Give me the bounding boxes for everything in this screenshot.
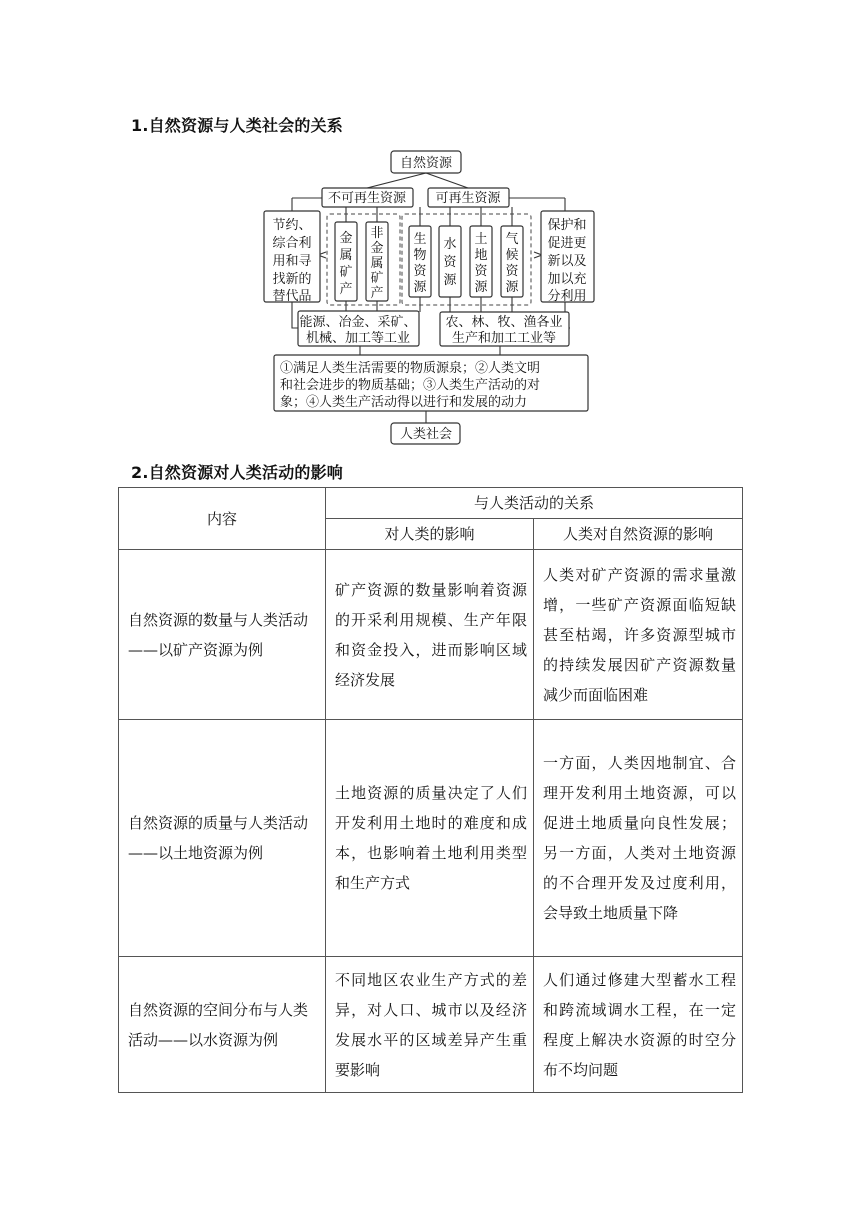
resource-relation-diagram xyxy=(0,0,860,460)
row-effect: 土地资源的质量决定了人们开发利用土地时的难度和成本，也影响着土地利用类型和生产方式 xyxy=(326,720,534,957)
res-2-char-1: 物 xyxy=(413,248,427,263)
left-measure-line-4: 替代品 xyxy=(272,289,312,304)
res-1-char-2: 属 xyxy=(370,256,384,271)
nonrenewable-label: 不可再生资源 xyxy=(327,191,407,206)
res-0-char-1: 属 xyxy=(339,248,353,263)
res-4-char-2: 资 xyxy=(474,264,488,279)
res-4-char-1: 地 xyxy=(474,248,488,263)
right-measure-line-1: 促进更 xyxy=(547,236,587,251)
res-2-char-0: 生 xyxy=(413,232,427,247)
right-measure-line-2: 新以及 xyxy=(547,254,587,269)
left-measure-line-3: 找新的 xyxy=(272,272,312,287)
diagram-top-label: 自然资源 xyxy=(399,156,453,171)
res-1-char-4: 产 xyxy=(370,286,384,301)
roles-line-0: ①满足人类生活需要的物质源泉；②人类文明 xyxy=(280,361,541,376)
res-5-char-1: 候 xyxy=(505,248,519,263)
section-title-1: 1.自然资源与人类社会的关系 xyxy=(131,116,344,135)
res-5-char-2: 资 xyxy=(505,264,519,279)
res-1-char-3: 矿 xyxy=(370,271,384,286)
row-effect: 矿产资源的数量影响着资源的开采利用规模、生产年限和资金投入，进而影响区域经济发展 xyxy=(326,550,534,720)
industry-left-line-1: 机械、加工等工业 xyxy=(305,331,411,346)
res-0-char-2: 矿 xyxy=(339,265,353,280)
diagram-bottom-label: 人类社会 xyxy=(399,427,453,442)
row-content: 自然资源的质量与人类活动——以土地资源为例 xyxy=(119,720,326,957)
header-relation: 与人类活动的关系 xyxy=(326,488,743,519)
res-3-char-2: 源 xyxy=(443,273,457,288)
res-4-char-3: 源 xyxy=(474,280,488,295)
right-measure-line-0: 保护和 xyxy=(547,218,587,233)
renewable-label: 可再生资源 xyxy=(435,191,501,206)
table-row xyxy=(119,957,743,1093)
roles-line-2: 象；④人类生产活动得以进行和发展的动力 xyxy=(280,395,528,410)
header-human-on-resource: 人类对自然资源的影响 xyxy=(534,519,743,550)
industry-right-line-0: 农、林、牧、渔各业 xyxy=(445,315,563,330)
res-2-char-2: 资 xyxy=(413,264,427,279)
row-content: 自然资源的数量与人类活动——以矿产资源为例 xyxy=(119,550,326,720)
header-effect-on-human: 对人类的影响 xyxy=(326,519,534,550)
industry-right-line-1: 生产和加工工业等 xyxy=(451,331,557,346)
table-row xyxy=(119,550,743,720)
section-title-2: 2.自然资源对人类活动的影响 xyxy=(131,463,344,482)
table-row xyxy=(119,720,743,957)
row-human: 人们通过修建大型蓄水工程和跨流域调水工程，在一定程度上解决水资源的时空分布不均问题 xyxy=(534,957,743,1093)
res-0-char-3: 产 xyxy=(339,282,353,297)
left-measure-line-1: 综合利 xyxy=(272,236,312,251)
res-0-char-0: 金 xyxy=(339,231,353,246)
res-4-char-0: 土 xyxy=(474,232,488,247)
res-5-char-3: 源 xyxy=(505,280,519,295)
res-2-char-3: 源 xyxy=(413,280,427,295)
res-1-char-0: 非 xyxy=(370,226,384,241)
res-3-char-0: 水 xyxy=(443,237,457,252)
right-measure-line-4: 分利用 xyxy=(547,289,587,304)
row-human: 人类对矿产资源的需求量激增，一些矿产资源面临短缺甚至枯竭，许多资源型城市的持续发展因矿产资源数量减少而面临困难 xyxy=(534,550,743,720)
row-effect: 不同地区农业生产方式的差异，对人口、城市以及经济发展水平的区域差异产生重要影响 xyxy=(326,957,534,1093)
res-5-char-0: 气 xyxy=(505,232,519,247)
left-measure-line-2: 用和寻 xyxy=(272,254,312,269)
influence-table xyxy=(118,487,743,1093)
row-human: 一方面，人类因地制宜、合理开发利用土地资源，可以促进土地质量向良性发展；另一方面，人类对土地资源的不合理开发及过度利用，会导致土地质量下降 xyxy=(534,720,743,957)
header-content: 内容 xyxy=(119,488,326,550)
roles-line-1: 和社会进步的物质基础；③人类生产活动的对 xyxy=(280,378,541,393)
res-3-char-1: 资 xyxy=(443,255,457,270)
res-1-char-1: 金 xyxy=(370,241,384,256)
left-measure-line-0: 节约、 xyxy=(272,218,312,233)
industry-left-line-0: 能源、冶金、采矿、 xyxy=(299,315,417,330)
row-content: 自然资源的空间分布与人类活动——以水资源为例 xyxy=(119,957,326,1093)
right-measure-line-3: 加以充 xyxy=(547,272,587,287)
table-header-row xyxy=(119,488,743,519)
